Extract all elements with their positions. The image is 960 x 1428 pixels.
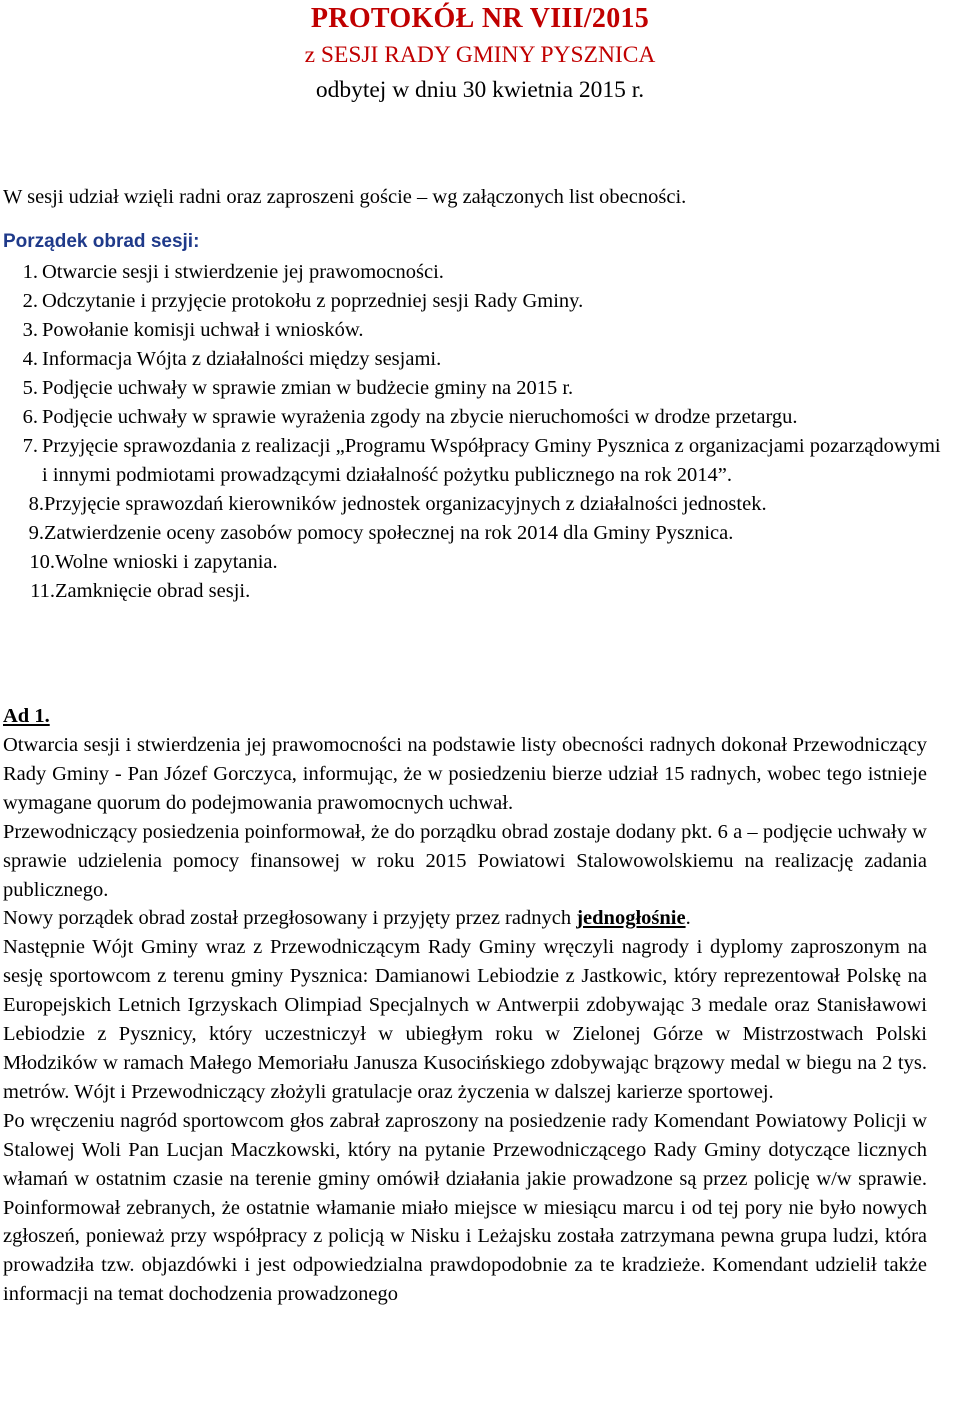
agenda-item-text: Powołanie komisji uchwał i wniosków. (42, 319, 364, 341)
agenda-item (3, 287, 943, 316)
agenda-item-text: Otwarcie sesji i stwierdzenie jej prawomocności. (42, 261, 444, 283)
agenda-item-number: 6. (22, 406, 38, 428)
agenda-item (3, 403, 943, 432)
document-subtitle: z SESJI RADY GMINY PYSZNICA (304, 42, 656, 68)
agenda-list (3, 258, 943, 606)
agenda-item (3, 490, 943, 519)
agenda-item-text: Podjęcie uchwały w sprawie wyrażenia zgody na zbycie nieruchomości w drodze przetargu. (42, 406, 798, 428)
agenda-item-number: 2. (22, 290, 38, 312)
agenda-item (3, 374, 943, 403)
agenda-heading: Porządek obrad sesji: (3, 231, 200, 252)
vote-result: jednogłośnie (576, 907, 686, 930)
vote-text-end: . (685, 907, 691, 930)
paragraph-vote (3, 904, 927, 933)
session-date: odbytej w dniu 30 kwietnia 2015 r. (315, 77, 645, 103)
agenda-item-number: 11. (30, 580, 55, 602)
agenda-item (3, 258, 943, 287)
agenda-item (3, 432, 943, 490)
agenda-item-text: Przyjęcie sprawozdania z realizacji „Programu Współpracy Gminy Pysznica z organizacjami pozarządowymi i innymi podmiotami prowadzącymi działalność pożytku publicznego na rok 2014”. (42, 435, 941, 486)
agenda-item-number: 8. (28, 493, 44, 515)
vote-text: Nowy porządek obrad został przegłosowany i przyjęty przez radnych (3, 907, 577, 930)
section-body-ad1 (3, 731, 927, 1309)
agenda-item-text: Podjęcie uchwały w sprawie zmian w budżecie gminy na 2015 r. (42, 377, 574, 399)
paragraph-awards: Następnie Wójt Gminy wraz z Przewodniczącym Rady Gminy wręczyli nagrody i dyplomy zaproszonym na sesję sportowcom z terenu gminy Pysznica: Damianowi Lebiodzie z Jastkowic, który reprezentował Polskę na Europejskich Letnich Igrzyskach Olimpiad Specjalnych w Antwerpii zdobywając 3 medale oraz Stanisławowi Lebiodzie z Pysznicy, który uczestniczył w ubiegłym roku w Zielonej Górze w Mistrzostwach Polski Młodzików w ramach Małego Memoriału Janusza Kusocińskiego zdobywając brązowy medal w biegu na 2 tys. metrów. Wójt i Przewodniczący złożyli gratulacje oraz życzenia w dalszej karierze sportowej. (3, 936, 927, 1103)
intro-paragraph: W sesji udział wzięli radni oraz zaproszeni goście – wg załączonych list obecności. (3, 186, 687, 208)
agenda-item-number: 10. (29, 551, 55, 573)
agenda-item (3, 577, 943, 606)
agenda-item-text: Wolne wnioski i zapytania. (55, 551, 278, 573)
agenda-item-number: 3. (22, 319, 38, 341)
agenda-item (3, 548, 943, 577)
paragraph-police: Po wręczeniu nagród sportowcom głos zabrał zaproszony na posiedzenie rady Komendant Powiatowy Policji w Stalowej Woli Pan Lucjan Maczkowski, który na pytanie Przewodniczącego Rady Gminy dotyczące licznych włamań w ostatnim czasie na terenie gminy omówił działania jakie prowadzone są przez policję w/w sprawie. Poinformował zebranych, że ostatnie włamanie miało miejsce w miesiącu marcu i od tej pory nie było nowych zgłoszeń, ponieważ przy współpracy z policją w Nisku i Leżajsku została zatrzymana pewna grupa ludzi, która prowadziła tzw. objazdówki i jest odpowiedzialna prawdopodobnie za te kradzieże. Komendant udzielił także informacji na temat dochodzenia prowadzonego (3, 1109, 927, 1306)
document-title: PROTOKÓŁ NR VIII/2015 (310, 3, 650, 34)
agenda-item-text: Odczytanie i przyjęcie protokołu z poprzedniej sesji Rady Gminy. (42, 290, 584, 312)
agenda-item-number: 5. (22, 377, 38, 399)
agenda-item-number: 1. (22, 261, 38, 283)
paragraph-opening: Otwarcia sesji i stwierdzenia jej prawomocności na podstawie listy obecności radnych dokonał Przewodniczący Rady Gminy - Pan Józef Gorczyca, informując, że w posiedzeniu bierze udział 15 radnych, wobec tego istnieje wymagane quorum do podejmowania prawomocnych uchwał. (3, 734, 927, 814)
agenda-item-text: Przyjęcie sprawozdań kierowników jednostek organizacyjnych z działalności jednostek. (44, 493, 767, 515)
agenda-item-number: 4. (22, 348, 38, 370)
agenda-item-text: Zamknięcie obrad sesji. (55, 580, 251, 602)
agenda-item-number: 9. (28, 522, 44, 544)
agenda-item (3, 316, 943, 345)
agenda-item (3, 519, 943, 548)
section-heading-ad1: Ad 1. (3, 705, 50, 727)
agenda-item-number: 7. (22, 435, 38, 457)
agenda-item-text: Informacja Wójta z działalności między sesjami. (42, 348, 442, 370)
paragraph-agenda-change: Przewodniczący posiedzenia poinformował, że do porządku obrad zostaje dodany pkt. 6 a – podjęcie uchwały w sprawie udzielenia pomocy finansowej w roku 2015 Powiatowi Stalowowolskiemu na realizację zadania publicznego. (3, 820, 927, 901)
agenda-item-text: Zatwierdzenie oceny zasobów pomocy społecznej na rok 2014 dla Gminy Pysznica. (44, 522, 734, 544)
agenda-item (3, 345, 943, 374)
